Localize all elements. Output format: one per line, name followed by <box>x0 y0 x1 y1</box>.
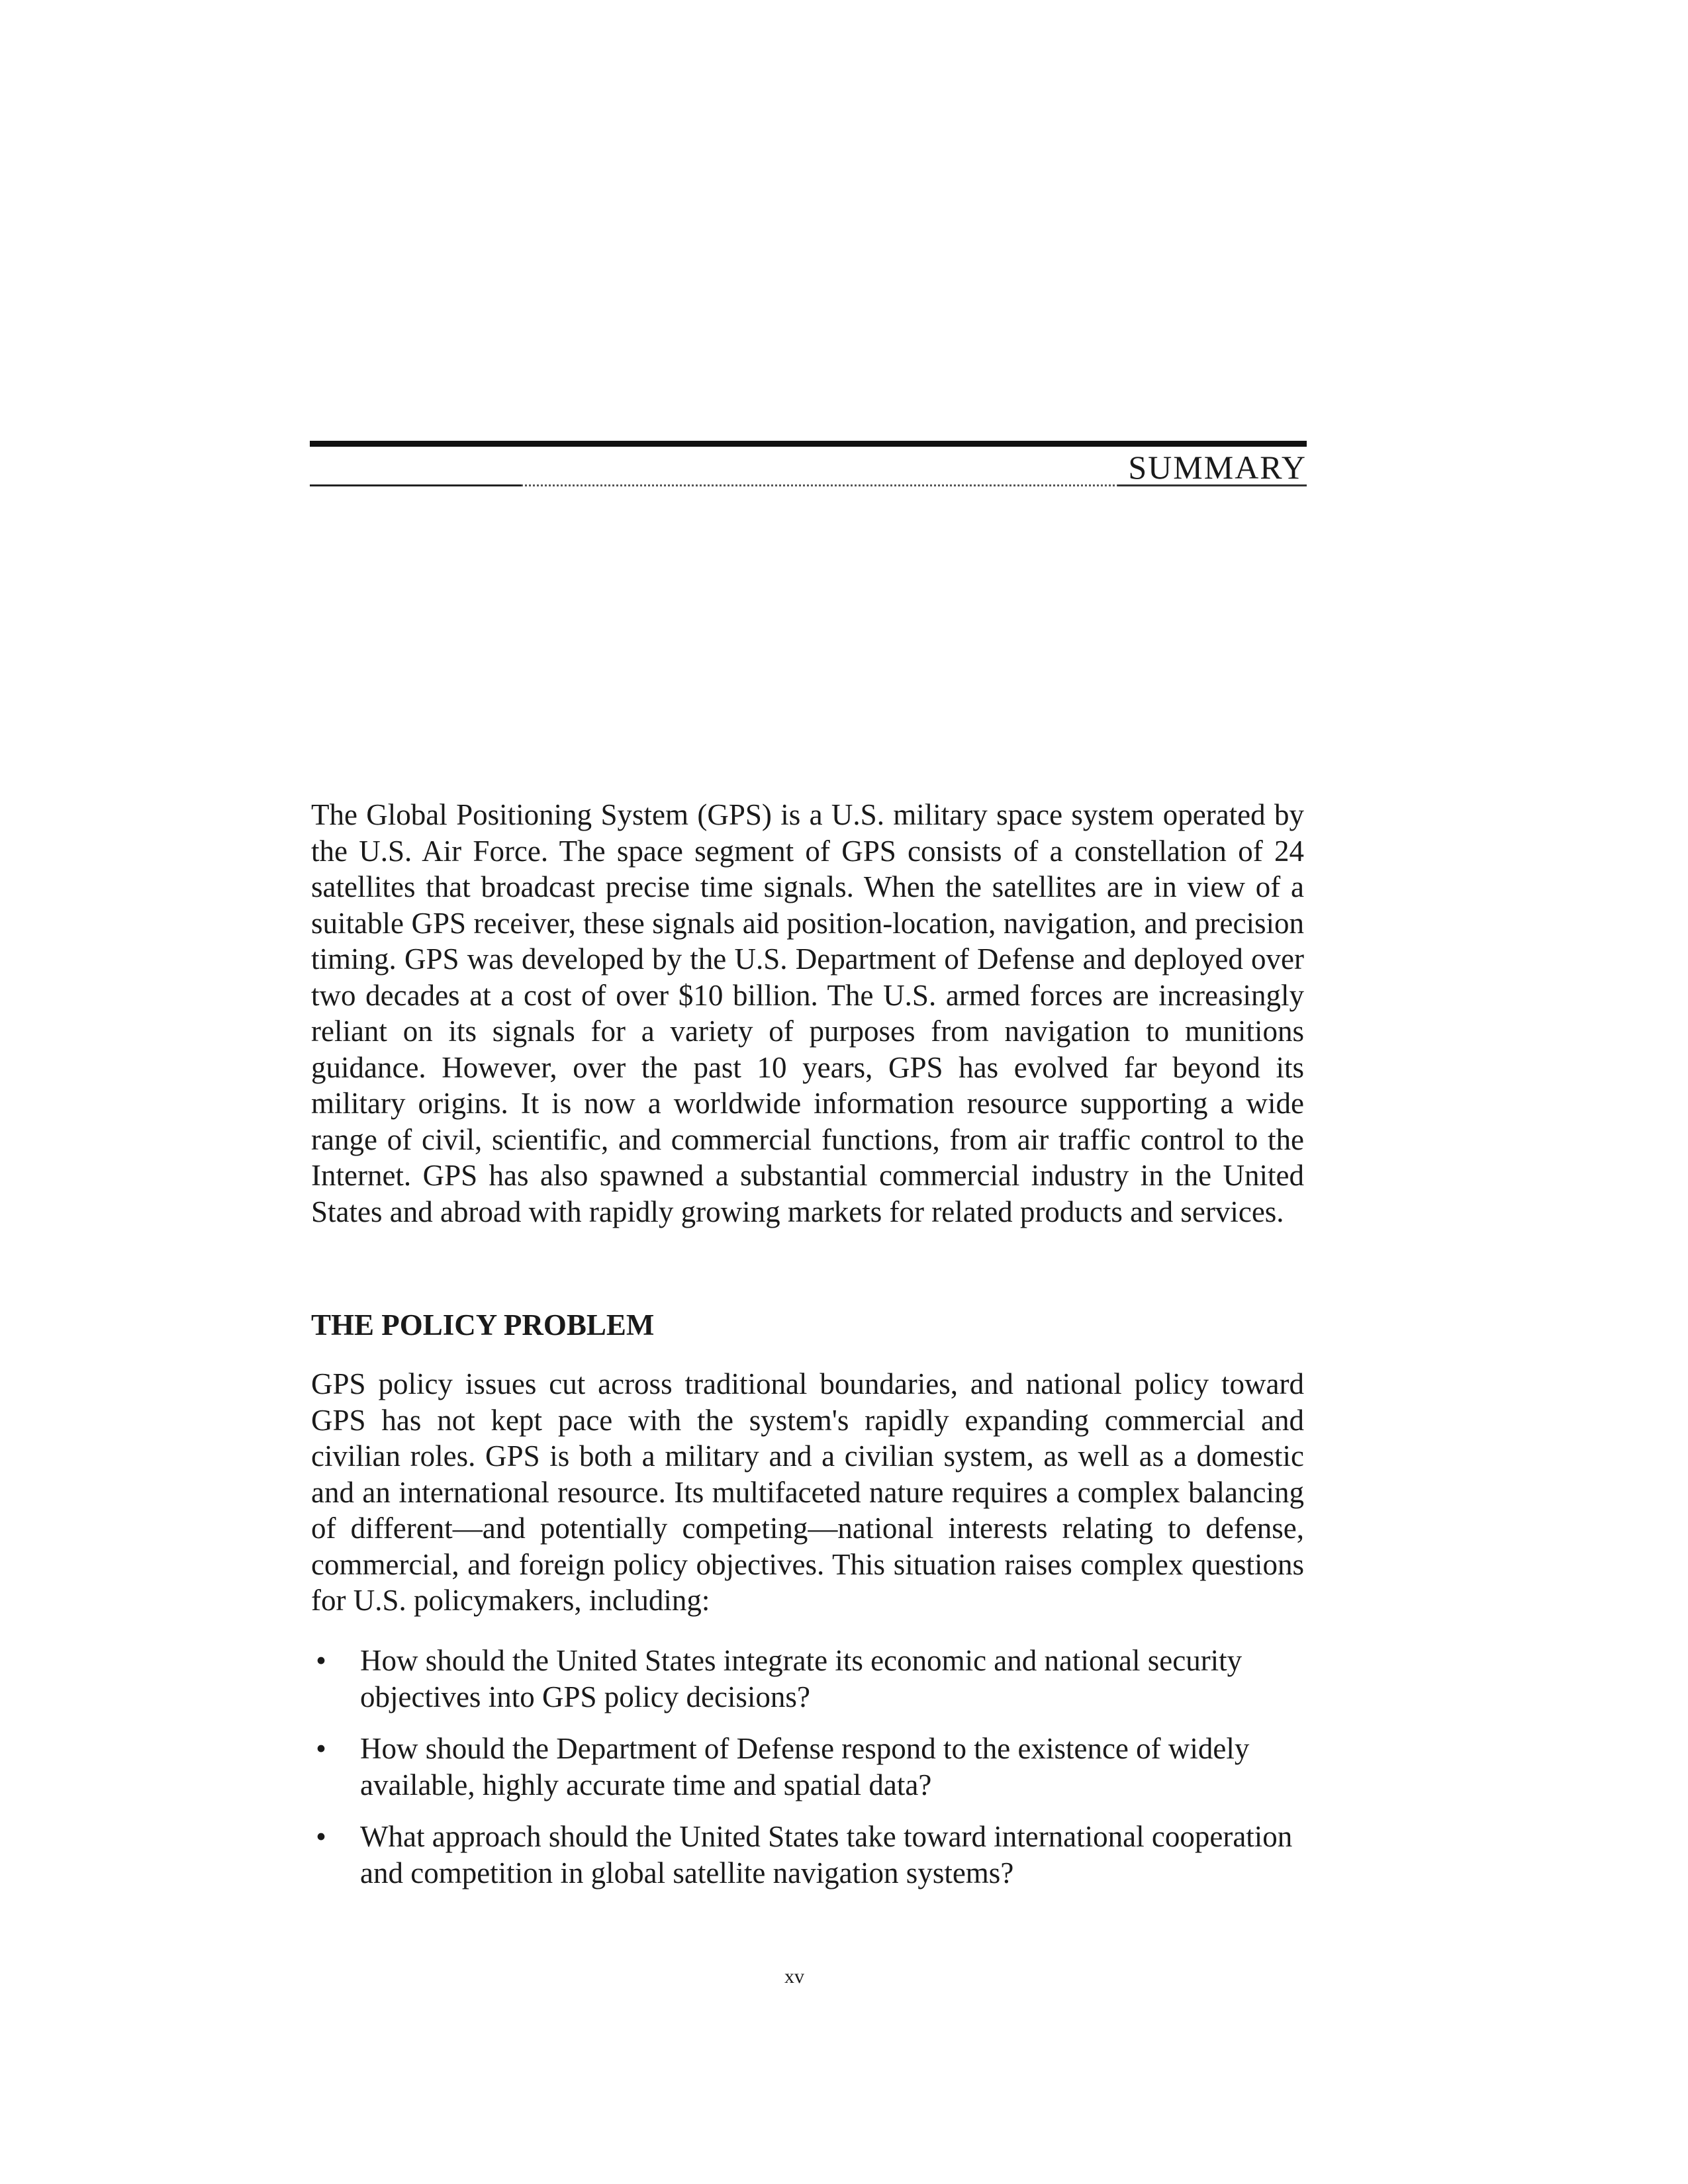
section-heading: THE POLICY PROBLEM <box>311 1308 655 1342</box>
list-item <box>311 1819 1304 1891</box>
header-rule-left-segment <box>310 484 522 486</box>
header-rule-thick <box>310 441 1307 447</box>
bullet-icon: • <box>316 1732 326 1765</box>
list-item <box>311 1643 1304 1715</box>
list-item-text: How should the Department of Defense respond to the existence of widely available, highly accurate time and spatial data? <box>360 1732 1250 1801</box>
list-item-text: What approach should the United States take toward international cooperation and competition in global satellite navigation systems? <box>360 1820 1293 1889</box>
policy-questions-list <box>311 1643 1304 1907</box>
page-number: xv <box>784 1966 804 1987</box>
intro-paragraph: The Global Positioning System (GPS) is a U.S. military space system operated by the U.S. Air Force. The space segment of GPS consists of a constellation of 24 satellites that broadcast precise time signals. When the satellites are in view of a suitable GPS receiver, these signals aid position-location, navigation, and precision timing. GPS was developed by the U.S. Department of Defense and deployed over two decades at a cost of over $10 billion. The U.S. armed forces are increasingly reliant on its signals for a variety of purposes from navigation to munitions guidance. However, over the past 10 years, GPS has evolved far beyond its military origins. It is now a worldwide information resource supporting a wide range of civil, scientific, and commercial functions, from air traffic control to the Internet. GPS has also spawned a substantial commercial industry in the United States and abroad with rapidly growing markets for related products and services. <box>311 798 1304 1228</box>
policy-paragraph: GPS policy issues cut across traditional boundaries, and national policy toward GPS has not kept pace with the system's rapidly expanding commercial and civilian roles. GPS is both a military and a civilian system, as well as a domestic and an international resource. Its multifaceted nature requires a complex balancing of different—and potentially competing—national interests relating to defense, commercial, and foreign policy objectives. This situation raises complex questions for U.S. policymakers, including: <box>311 1367 1304 1617</box>
chapter-title: SUMMARY <box>1128 449 1307 486</box>
list-item <box>311 1731 1304 1803</box>
list-item-text: How should the United States integrate its economic and national security objectives into GPS policy decisions? <box>360 1644 1243 1713</box>
bullet-icon: • <box>316 1820 326 1853</box>
bullet-icon: • <box>316 1644 326 1677</box>
